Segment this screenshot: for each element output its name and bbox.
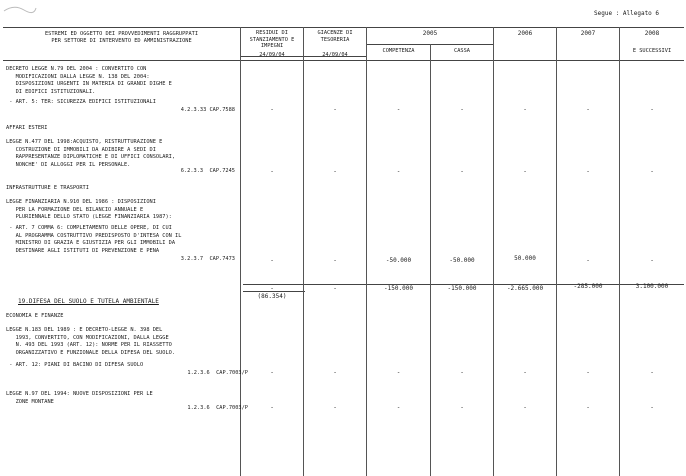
header-cassa: CASSA (454, 48, 470, 54)
page-header: Segue : Allegato 6 (594, 10, 660, 17)
l477-residui: - (270, 168, 274, 175)
art7-2008: - (650, 257, 654, 264)
total-2008: 3.100.000 (635, 283, 669, 290)
affari-esteri-heading: AFFARI ESTERI (6, 125, 48, 131)
art5-cassa: - (460, 106, 464, 113)
l477-2006: - (523, 168, 527, 175)
header-successivi: E SUCCESSIVI (632, 48, 672, 54)
total-2006: -2.665.000 (506, 285, 544, 292)
art12-cassa: - (460, 369, 464, 376)
art7-competenza: -50.000 (385, 257, 412, 264)
header-giacenze: GIACENZE DI TESORERIA (317, 30, 353, 43)
header-2007: 2007 (580, 30, 596, 37)
table-top-rule (3, 27, 684, 28)
total-2007: -285.000 (573, 283, 603, 290)
art7-cassa: -50.000 (449, 257, 475, 264)
art7-2007: - (586, 257, 590, 264)
art12-2008: - (650, 369, 654, 376)
total-cassa: -150.000 (447, 285, 477, 292)
l477-text: LEGGE N.477 DEL 1998:ACQUISTO, RISTRUTTURAZIONE E COSTRUZIONE DI IMMOBILI DA ADIBIRE A SEDI DI RAPPRESENTANZE DIPLOMATICHE E DI UFFICI CONSOLARI, NONCHE' DI ALLOGGI PER IL PERSONALE. (6, 139, 176, 168)
l910-text: LEGGE FINANZIARIA N.910 DEL 1986 : DISPOSIZIONI PER LA FORMAZIONE DEL BILANCIO ANNUALE E PLURIENNALE DELLO STATO (LEGGE FINANZIARIA 1987): (6, 199, 172, 220)
dl79-text: DECRETO LEGGE N.79 DEL 2004 : CONVERTITO CON MODIFICAZIONI DALLA LEGGE N. 138 DEL 2004: DISPOSIZIONI URGENTI IN MATERIA DI GRANDI DIGHE E DI EDIFICI ISTITUZIONALI. (6, 66, 172, 95)
l183-text: LEGGE N.183 DEL 1989 : E DECRETO-LEGGE N. 398 DEL 1993, CONVERTITO, CON MODIFICAZIONI, DALLA LEGGE N. 493 DEL 1993 (ART. 12): NORME PER IL RIASSETTO ORGANIZZATIVO E FUNZIONALE DELLA DIFESA DEL SUOLO. (6, 327, 176, 356)
header-2005: 2005 (422, 30, 438, 37)
art12-cap: 1.2.3.6 CAP.7003/P (187, 370, 248, 376)
header-2008: 2008 (644, 30, 660, 37)
art5-competenza: - (396, 106, 401, 113)
art7-text: - ART. 7 COMMA 6: COMPLETAMENTO DELLE OPERE, DI CUI AL PROGRAMMA COSTRUTTIVO PREDISPOSTO D'INTESA CON IL MINISTRO DI GRAZIA E GIUSTIZIA PER GLI IMMOBILI DA DESTINARE AGLI ISTITUTI DI PREVENZIONE E PENA (9, 225, 182, 254)
art5-2006: - (523, 106, 527, 113)
header-bottom-rule (3, 60, 684, 61)
total-giacenze: - (333, 285, 337, 292)
l97-cassa: - (460, 404, 464, 411)
header-residui-date: 24/09/04 (259, 52, 285, 58)
total-residui-dash: - (270, 285, 274, 292)
l97-2006: - (523, 404, 527, 411)
stamp-mark (2, 2, 38, 16)
l97-competenza: - (396, 404, 401, 411)
header-competenza: COMPETENZA (382, 48, 415, 54)
art5-cap: 4.2.3.33 CAP.7588 (180, 107, 235, 113)
art7-giacenze: - (333, 257, 337, 264)
art7-residui: - (270, 257, 274, 264)
l97-2007: - (586, 404, 590, 411)
total-competenza: -150.000 (384, 285, 413, 292)
art12-residui: - (270, 369, 274, 376)
l97-cap: 1.2.3.6 CAP.7003/P (187, 405, 248, 411)
art7-2006: 50.000 (514, 255, 536, 262)
art5-text: - ART. 5: TER: SICUREZZA EDIFICI ISTITUZIONALI (6, 99, 156, 105)
header-estremi: ESTREMI ED OGGETTO DEI PROVVEDIMENTI RAGGRUPPATI PER SETTORE DI INTERVENTO ED AMMINISTRAZIONE (44, 31, 199, 44)
header-residui: RESIDUI DI STANZIAMENTO E IMPEGNI (249, 30, 295, 49)
header-giacenze-date: 24/09/04 (322, 52, 348, 58)
l477-cap: 6.2.3.3 CAP.7245 (180, 168, 235, 174)
l97-giacenze: - (333, 404, 337, 411)
art12-2006: - (523, 369, 527, 376)
art7-cap: 3.2.3.7 CAP.7473 (180, 256, 235, 262)
l477-2007: - (586, 168, 590, 175)
art12-text: - ART. 12: PIANI DI BACINO DI DIFESA SUOLO (6, 362, 144, 368)
header-2006: 2006 (517, 30, 533, 37)
difesa-heading: 19.DIFESA DEL SUOLO E TUTELA AMBIENTALE (18, 298, 159, 305)
infrastrutture-heading: INFRASTRUTTURE E TRASPORTI (6, 185, 89, 191)
art5-residui: - (270, 106, 274, 113)
l97-text: LEGGE N.97 DEL 1994: NUOVE DISPOSIZIONI PER LE ZONE MONTANE (6, 391, 153, 405)
l477-cassa: - (460, 168, 464, 175)
l97-residui: - (270, 404, 274, 411)
art5-2008: - (650, 106, 654, 113)
art12-2007: - (586, 369, 590, 376)
art5-2007: - (586, 106, 590, 113)
art5-giacenze: - (333, 106, 337, 113)
economia-heading: ECONOMIA E FINANZE (6, 313, 64, 319)
total-residui: (86.354) (257, 293, 287, 300)
art12-giacenze: - (333, 369, 337, 376)
l97-2008: - (650, 404, 654, 411)
art12-competenza: - (396, 369, 401, 376)
l477-giacenze: - (333, 168, 337, 175)
l477-competenza: - (396, 168, 401, 175)
l477-2008: - (650, 168, 654, 175)
